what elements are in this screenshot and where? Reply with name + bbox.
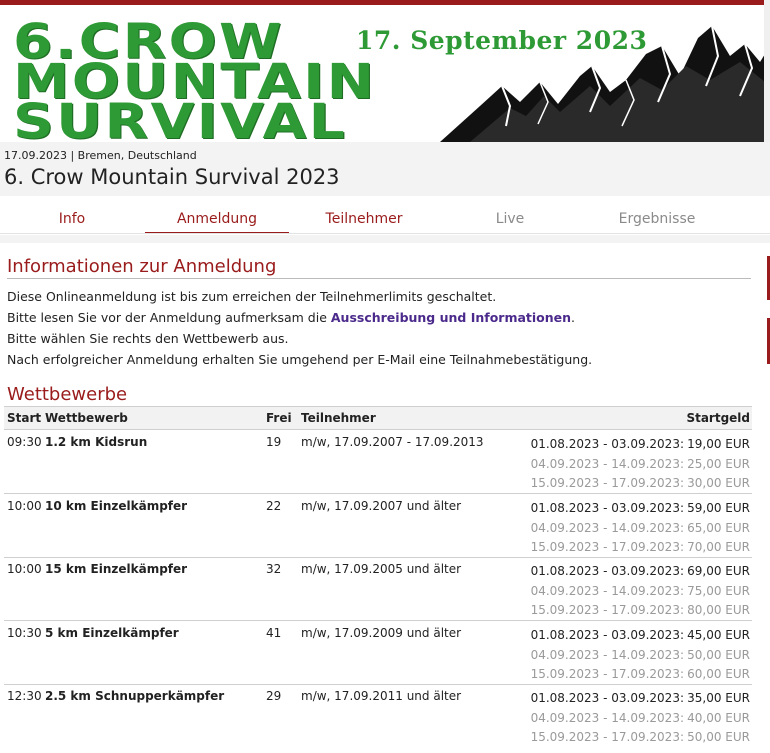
info-text: Nach erfolgreicher Anmeldung erhalten Sie umgehend per E-Mail eine Teilnahmebestätigung.: [7, 352, 593, 367]
fee-amount: 60,00 EUR: [687, 667, 750, 681]
tab-anmeldung[interactable]: Anmeldung: [145, 203, 289, 234]
fee-amount: 50,00 EUR: [687, 647, 750, 662]
banner-date: 17. September 2023: [356, 26, 648, 55]
fee-amount: 19,00 EUR: [687, 437, 750, 451]
fee-line: [531, 601, 750, 621]
fee-amount: 30,00 EUR: [687, 476, 750, 490]
fee-line: [531, 562, 750, 582]
fee-amount: 50,00 EUR: [687, 730, 750, 744]
fee-period: 15.09.2023 - 17.09.2023:: [530, 667, 684, 681]
fee-line: [531, 709, 750, 729]
logo-line: SURVIVAL: [13, 94, 348, 142]
fee-period: 15.09.2023 - 17.09.2023:: [530, 540, 684, 554]
event-banner: [0, 0, 770, 142]
start-time: 10:00: [7, 499, 42, 513]
fee-amount: 70,00 EUR: [687, 540, 750, 554]
page-title: 6. Crow Mountain Survival 2023: [4, 165, 340, 189]
start-time: 12:30: [7, 689, 42, 703]
fee-list: [531, 562, 750, 621]
fee-period: 15.09.2023 - 17.09.2023:: [530, 603, 684, 617]
tab-live[interactable]: Live: [495, 211, 525, 227]
fee-line: [531, 474, 750, 494]
fee-period: 04.09.2023 - 14.09.2023:: [530, 647, 684, 662]
banner-top-border: [0, 0, 770, 5]
fee-line: [531, 665, 750, 685]
fee-period: 04.09.2023 - 14.09.2023:: [530, 456, 684, 471]
logo-line: MOUNTAIN: [13, 54, 377, 110]
tab-teilnehmer[interactable]: Teilnehmer: [325, 211, 403, 227]
free-spots: 32: [266, 562, 282, 576]
competition-name: 5 km Einzelkämpfer: [45, 626, 179, 640]
start-time: 10:30: [7, 626, 42, 640]
fee-period: 01.08.2023 - 03.09.2023:: [530, 628, 684, 642]
info-text: .: [571, 310, 576, 325]
fee-amount: 40,00 EUR: [687, 710, 750, 725]
fee-list: [531, 435, 750, 494]
fee-period: 01.08.2023 - 03.09.2023:: [530, 437, 684, 451]
fee-line: [531, 728, 750, 748]
fee-amount: 25,00 EUR: [687, 456, 750, 471]
participant-class: m/w, 17.09.2007 - 17.09.2013: [301, 435, 484, 449]
fee-amount: 80,00 EUR: [687, 603, 750, 617]
participant-class: m/w, 17.09.2011 und älter: [301, 689, 462, 703]
participant-class: m/w, 17.09.2007 und älter: [301, 499, 462, 513]
free-spots: 41: [266, 626, 282, 640]
fee-period: 04.09.2023 - 14.09.2023:: [530, 710, 684, 725]
info-heading: Informationen zur Anmeldung: [7, 256, 277, 277]
fee-line: [531, 435, 750, 455]
competitions-heading: Wettbewerbe: [7, 384, 128, 405]
banner-right-border: [764, 0, 770, 142]
fee-period: 15.09.2023 - 17.09.2023:: [530, 476, 684, 490]
tab-info[interactable]: Info: [58, 211, 86, 227]
info-text: Bitte wählen Sie rechts den Wettbewerb aus.: [7, 331, 289, 346]
fee-amount: 59,00 EUR: [687, 501, 750, 515]
fee-amount: 69,00 EUR: [687, 564, 750, 578]
fee-line: [531, 626, 750, 646]
competition-name: 10 km Einzelkämpfer: [45, 499, 188, 513]
competition-row[interactable]: [4, 557, 752, 621]
fee-period: 01.08.2023 - 03.09.2023:: [530, 691, 684, 705]
fee-list: [531, 689, 750, 748]
section-divider: [7, 278, 751, 279]
event-tabs: [0, 203, 770, 235]
fee-period: 04.09.2023 - 14.09.2023:: [530, 520, 684, 535]
competition-row[interactable]: [4, 621, 752, 685]
column-wettbewerb: Wettbewerb: [45, 411, 128, 425]
ausschreibung-link[interactable]: Ausschreibung und Informationen: [330, 310, 572, 325]
tab-ergebnisse[interactable]: Ergebnisse: [618, 211, 696, 227]
fee-amount: 35,00 EUR: [687, 691, 750, 705]
competition-row[interactable]: [4, 684, 752, 748]
tabs-divider: [0, 233, 770, 234]
fee-amount: 75,00 EUR: [687, 583, 750, 598]
column-startgeld: Startgeld: [686, 411, 750, 425]
mountains-illustration: [440, 16, 770, 142]
fee-line: [531, 519, 750, 539]
info-text: Diese Onlineanmeldung ist bis zum erreichen der Teilnehmerlimits geschaltet.: [7, 289, 497, 304]
fee-period: 04.09.2023 - 14.09.2023:: [530, 583, 684, 598]
fee-period: 15.09.2023 - 17.09.2023:: [530, 730, 684, 744]
fee-period: 01.08.2023 - 03.09.2023:: [530, 501, 684, 515]
fee-line: [531, 499, 750, 519]
free-spots: 19: [266, 435, 282, 449]
fee-line: [531, 538, 750, 558]
column-teilnehmer: Teilnehmer: [301, 411, 376, 425]
event-meta: 17.09.2023 | Bremen, Deutschland: [4, 149, 197, 162]
fee-amount: 45,00 EUR: [687, 628, 750, 642]
column-frei: Frei: [266, 411, 292, 425]
competition-name: 15 km Einzelkämpfer: [45, 562, 188, 576]
free-spots: 29: [266, 689, 282, 703]
participant-class: m/w, 17.09.2005 und älter: [301, 562, 462, 576]
fee-line: [531, 646, 750, 666]
free-spots: 22: [266, 499, 282, 513]
fee-list: [531, 499, 750, 558]
info-text: Bitte lesen Sie vor der Anmeldung aufmerksam die: [7, 310, 331, 325]
participant-class: m/w, 17.09.2009 und älter: [301, 626, 462, 640]
fee-period: 01.08.2023 - 03.09.2023:: [530, 564, 684, 578]
competition-name: 1.2 km Kidsrun: [45, 435, 148, 449]
fee-line: [531, 582, 750, 602]
fee-line: [531, 455, 750, 475]
competition-row[interactable]: [4, 494, 752, 558]
competition-row[interactable]: [4, 430, 752, 494]
competitions-table-header: [4, 406, 752, 430]
column-start: Start: [7, 411, 42, 425]
fee-list: [531, 626, 750, 685]
fee-amount: 65,00 EUR: [687, 520, 750, 535]
competition-name: 2.5 km Schnupperkämpfer: [45, 689, 225, 703]
content-top-band: [0, 235, 770, 243]
fee-line: [531, 689, 750, 709]
info-text-with-link: [7, 310, 575, 325]
start-time: 10:00: [7, 562, 42, 576]
logo-line: 6.CROW: [13, 22, 284, 70]
start-time: 09:30: [7, 435, 42, 449]
